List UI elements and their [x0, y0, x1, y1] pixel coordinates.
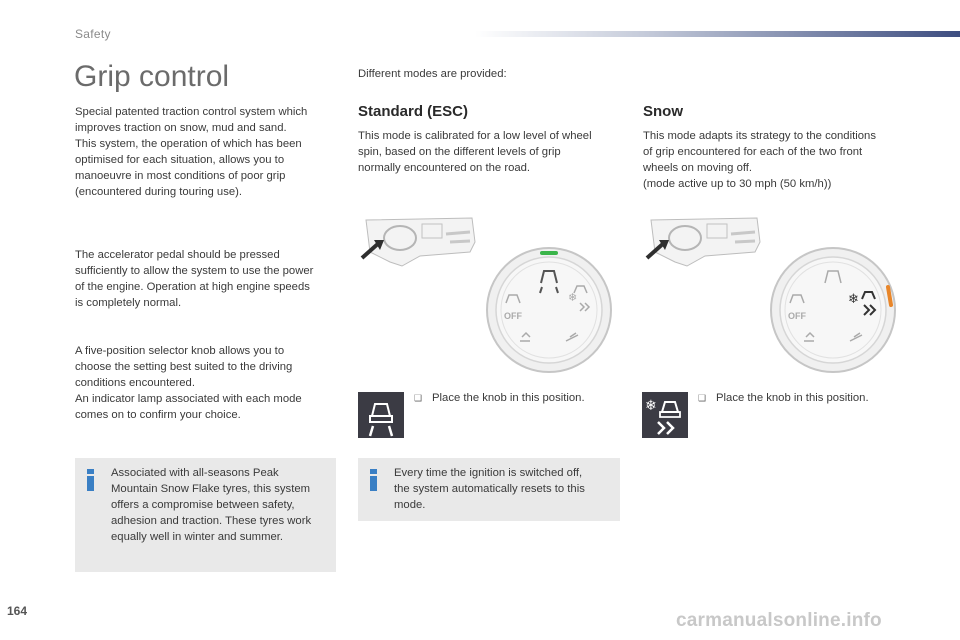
svg-text:❄: ❄ [568, 291, 578, 304]
selector-knob-standard [484, 245, 614, 375]
tyres-info-text: Associated with all-seasons Peak Mountain Snow Flake tyres, this system offers a compromise between safety, adhesion and traction. These tyres work equally well in winter and summer. [111, 467, 312, 543]
header-rule [475, 31, 960, 37]
standard-heading: Standard (ESC) [358, 103, 469, 120]
bullet-icon: ❑ [698, 393, 707, 403]
selector-knob-paragraph: A five-position selector knob allows you to choose the setting best suited to the driving conditions encountered. An indicator lamp associated with each mode comes on to confirm your choice. [75, 345, 302, 421]
reset-info-text: Every time the ignition is switched off, the system automatically resets to this mode. [394, 467, 585, 511]
svg-text:❄: ❄ [645, 398, 657, 414]
svg-text:❄: ❄ [848, 292, 859, 307]
page-number: 164 [7, 604, 28, 618]
snow-mode-icon [642, 392, 688, 438]
standard-instruction-text: Place the knob in this position. [432, 392, 585, 404]
standard-description: This mode is calibrated for a low level of wheel spin, based on the different levels of grip normally encountered on the road. [358, 130, 592, 174]
snow-instruction [698, 392, 869, 404]
info-icon [370, 469, 377, 491]
dashboard-illustration-snow [645, 212, 765, 267]
dashboard-illustration-standard [360, 212, 480, 267]
accelerator-paragraph: The accelerator pedal should be pressed sufficiently to allow the system to use the power of the engine. Operation at high engine speeds is completely normal. [75, 249, 314, 309]
bullet-icon: ❑ [414, 393, 423, 403]
info-icon [87, 469, 94, 491]
tyres-info-box [75, 458, 336, 572]
watermark: carmanualsonline.info [676, 610, 882, 631]
selector-knob-snow [768, 245, 898, 375]
snow-instruction-text: Place the knob in this position. [716, 392, 869, 404]
modes-intro: Different modes are provided: [358, 68, 507, 80]
knob-off-label-snow: OFF [788, 311, 806, 321]
snow-description: This mode adapts its strategy to the conditions of grip encountered for each of the two front wheels on moving off. (mode active up to 30 mph (50 km/h)) [643, 130, 876, 190]
intro-paragraph: Special patented traction control system which improves traction on snow, mud and sand. This system, the operation of which has been optimised for each situation, allows you to manoeuvre in most conditions of poor grip (encountered during touring use). [75, 106, 308, 198]
standard-mode-icon [358, 392, 404, 438]
knob-off-label-standard: OFF [504, 311, 522, 321]
section-label: Safety [75, 27, 111, 41]
reset-info-box [358, 458, 620, 521]
page-title: Grip control [74, 60, 230, 93]
snow-heading: Snow [643, 103, 683, 120]
standard-instruction [414, 392, 585, 404]
